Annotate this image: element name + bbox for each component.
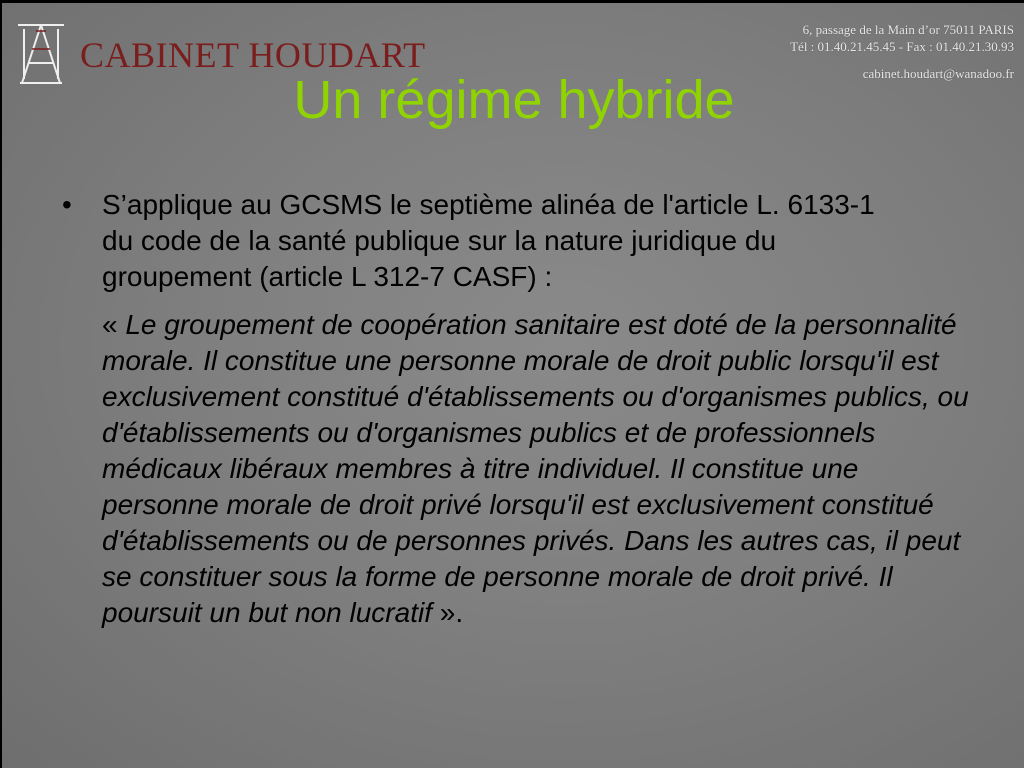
brand-name: CABINET HOUDART bbox=[80, 35, 426, 75]
quote-open-mark: « bbox=[102, 309, 126, 340]
quote-text: Le groupement de coopération sanitaire est doté de la personnalité morale. Il constitue une personne morale de droit public lorsqu'il est exclusivement constitué d'établissements ou d'organismes publics, ou d'établissements ou d'organismes publics et de professionnels médicaux libéraux membres à titre individuel. Il constitue une personne morale de droit privé lorsqu'il est exclusivement constitué d'établissements ou de personnes privés. Dans les autres cas, il peut se constituer sous la forme de personne morale de droit privé. Il poursuit un but non lucratif bbox=[102, 309, 969, 628]
contact-email: cabinet.houdart@wanadoo.fr bbox=[862, 66, 1014, 81]
quote-close-mark: ». bbox=[431, 597, 464, 628]
slide-title: Un régime hybride bbox=[293, 70, 735, 130]
bullet-text: S’applique au GCSMS le septième alinéa de l'article L. 6133-1 du code de la santé publique sur la nature juridique du groupement (article L 312-7 CASF) : bbox=[102, 189, 875, 292]
bullet-marker: • bbox=[62, 189, 72, 220]
slide-body bbox=[62, 187, 982, 631]
contact-address: 6, passage de la Main d’or 75011 PARIS bbox=[802, 22, 1014, 37]
quoted-article bbox=[62, 307, 982, 631]
contact-phone-fax: Tél : 01.40.21.45.45 - Fax : 01.40.21.30.93 bbox=[790, 39, 1014, 54]
bullet-item bbox=[62, 187, 982, 295]
